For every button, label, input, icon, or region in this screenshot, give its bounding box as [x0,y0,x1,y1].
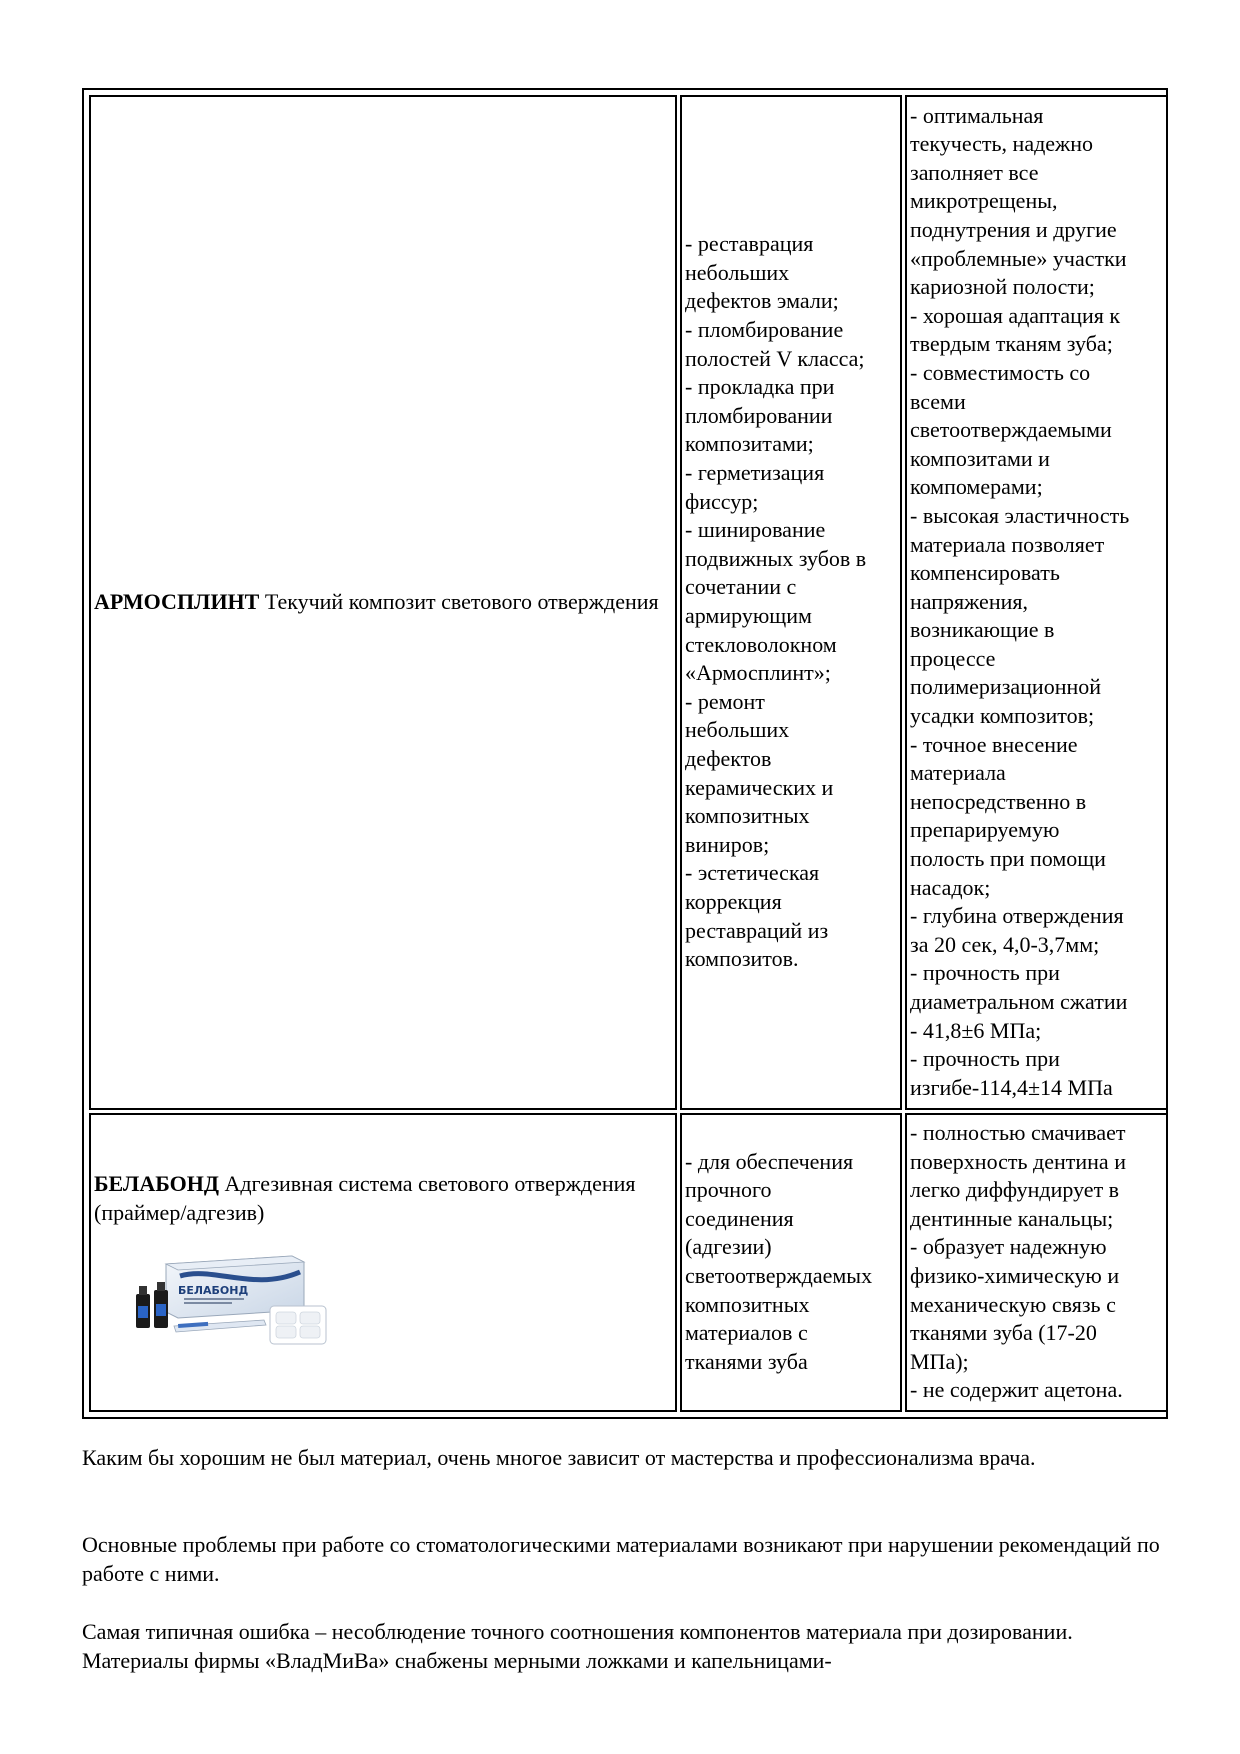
cell-text-line: «проблемные» участки [910,245,1127,271]
cell-text-line: соединения [685,1205,794,1231]
cell-text-line: светоотверждаемых [685,1263,873,1288]
cell-text-line: - точное внесение [910,731,1078,757]
cell-text-line: - шинирование [685,517,826,543]
cell-text-line: «Армосплинт»; [685,660,831,686]
cell-text-line: стекловолокном [685,631,837,657]
cell-text-line: дентинные канальцы; [910,1205,1114,1231]
cell-text-line: керамических и [685,774,834,800]
cell-text-line: за 20 сек, 4,0-3,7мм; [910,931,1100,957]
cell-text-line: легко диффундирует в [910,1177,1120,1203]
product-name-cell [89,1113,677,1412]
cell-text-line: поднутрения и другие [910,216,1117,242]
cell-text-line: прочного [685,1177,772,1203]
cell-text-line: поверхность дентина и [910,1148,1126,1174]
cell-text-line: коррекция [685,888,782,914]
cell-text-line: текучесть, надежно [910,131,1094,157]
cell-text-line: - ремонт [685,688,765,714]
product-description: Адгезивная система светового отверждения (праймер/адгезив) [94,1171,636,1225]
cell-text-line: фиссур; [685,488,759,514]
cell-text-line: компенсировать [910,560,1060,586]
cell-text-line: материалов с [685,1320,808,1346]
product-usage-cell [680,1113,902,1412]
cell-text-line: композитных [685,1291,810,1317]
cell-text-line: тканями зуба (17-20 [910,1320,1097,1346]
cell-text-line: - полностью смачивает [910,1120,1126,1146]
cell-text-line: материала [910,760,1006,786]
product-name: АРМОСПЛИНТ [94,588,260,614]
paragraph-2: Основные проблемы при работе со стоматологическими материалами возникают при нарушении рекомендаций по работе с ними. [82,1532,1160,1586]
cell-text-line: полость при помощи [910,846,1106,872]
cell-text-line: возникающие в [910,617,1055,643]
cell-text-line: композитных [685,803,810,829]
product-properties-cell [905,95,1168,1110]
materials-table-wrapper [82,88,1168,1419]
cell-text-line: препарируемую [910,817,1060,843]
cell-text-line: - прочность при [910,960,1060,986]
cell-text-line: механическую связь с [910,1291,1116,1317]
cell-text-line: - 41,8±6 МПа; [910,1017,1042,1043]
cell-text-line: сочетании с [685,574,797,600]
cell-text-line: композитов. [685,946,799,972]
cell-text-line: виниров; [685,831,770,857]
product-properties-cell [905,1113,1168,1412]
properties-list [910,102,1163,1103]
cell-text-line: компомерами; [910,474,1043,500]
materials-table [86,92,1171,1415]
cell-text-line: армирующим [685,603,812,628]
cell-text-line: небольших [685,259,790,285]
product-description: Текучий композит светового отверждения [259,588,659,614]
cell-text-line: микротрещены, [910,188,1058,214]
cell-text-line: полостей V класса; [685,345,865,371]
product-name: БЕЛАБОНД [94,1171,219,1197]
cell-text-line: кариозной полости; [910,274,1095,300]
cell-text-line: - образует надежную [910,1234,1107,1260]
package-label: БЕЛАБОНД [178,1283,249,1297]
cell-text-line: подвижных зубов в [685,545,867,571]
cell-text-line: небольших [685,717,790,743]
cell-text-line: заполняет все [910,159,1039,185]
cell-text-line: - не содержит ацетона. [910,1377,1123,1403]
cell-text-line: - прокладка при [685,374,835,400]
cell-text-line: - совместимость со [910,359,1091,385]
cell-text-line: диаметральном сжатии [910,989,1128,1015]
cell-text-line: полимеризационной [910,674,1102,700]
cell-text-line: - хорошая адаптация к [910,302,1121,328]
product-package-image [114,1246,334,1354]
cell-text-line: всеми [910,388,966,414]
cell-text-line: усадки композитов; [910,703,1095,729]
cell-text-line: - прочность при [910,1046,1060,1072]
cell-text-line: насадок; [910,874,991,900]
product-usage-cell [680,95,902,1110]
paragraph-1: Каким бы хорошим не был материал, очень многое зависит от мастерства и профессионализма врача. [82,1445,1036,1470]
cell-text-line: - оптимальная [910,102,1044,128]
cell-text-line: процессе [910,645,996,671]
cell-text-line: - высокая эластичность [910,502,1130,528]
cell-text-line: МПа); [910,1348,969,1374]
paragraph-3: Самая типичная ошибка – несоблюдение точного соотношения компонентов материала при дозировании. Материалы фирмы «ВладМиВа» снабжены мерными ложками и капельницами- [82,1619,1073,1673]
usage-list [685,1148,897,1377]
cell-text-line: реставраций из [685,917,829,943]
cell-text-line: - реставрация [685,231,814,257]
cell-text-line: твердым тканям зуба; [910,331,1113,357]
cell-text-line: - эстетическая [685,860,820,886]
cell-text-line: физико-химическую и [910,1263,1120,1288]
properties-list [910,1119,1163,1405]
cell-text-line: напряжения, [910,588,1028,614]
cell-text-line: материала позволяет [910,531,1105,557]
cell-text-line: - герметизация [685,460,825,486]
cell-text-line: непосредственно в [910,788,1087,814]
cell-text-line: композитами; [685,431,814,457]
table-row-armosplint [89,95,1168,1110]
cell-text-line: тканями зуба [685,1348,808,1374]
cell-text-line: композитами и [910,445,1050,471]
cell-text-line: светоотверждаемыми [910,417,1112,443]
cell-text-line: дефектов эмали; [685,288,839,314]
cell-text-line: - глубина отверждения [910,903,1124,929]
cell-text-line: дефектов [685,745,772,771]
usage-list [685,230,897,973]
cell-text-line: - пломбирование [685,317,844,343]
cell-text-line: (адгезии) [685,1234,772,1260]
cell-text-line: - для обеспечения [685,1148,854,1174]
cell-text-line: изгибе-114,4±14 МПа [910,1074,1113,1100]
table-row-belabond [89,1113,1168,1412]
cell-text-line: пломбировании [685,402,833,428]
product-name-cell [89,95,677,1110]
